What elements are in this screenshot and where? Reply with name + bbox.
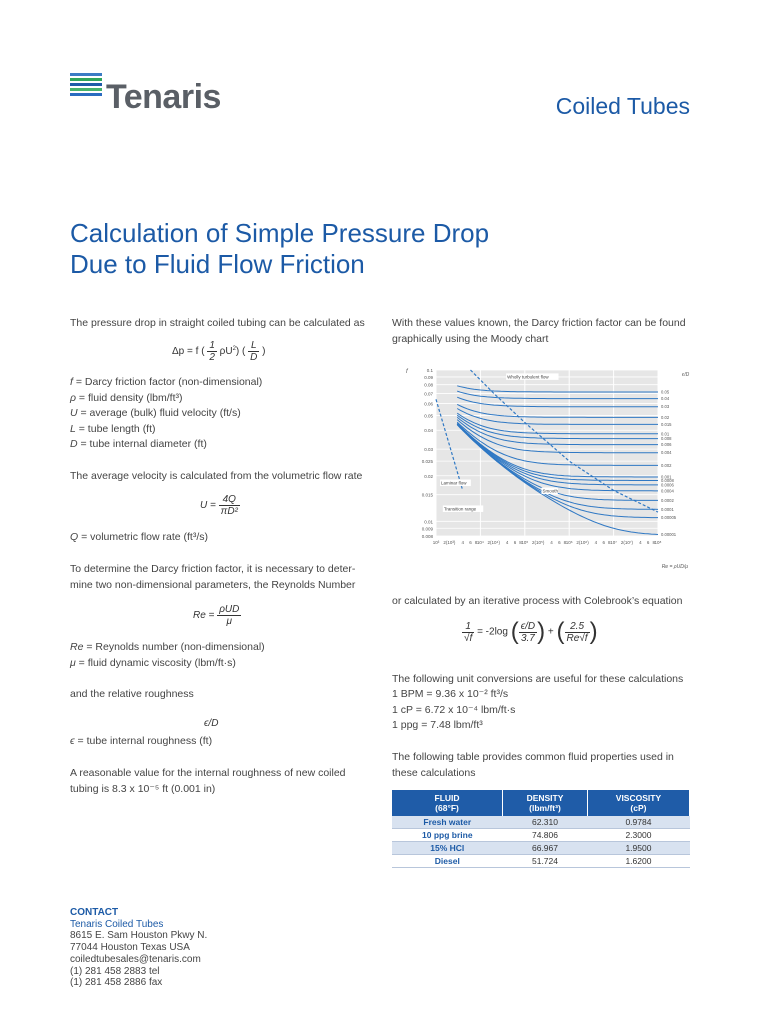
chart-roughness-label: 0.05 [661,389,670,395]
chart-y-tick-label: 0.07 [424,391,433,397]
table-header-text: FLUID [434,793,460,803]
chart-y-tick-label: 0.06 [424,401,433,407]
moody-chart [396,364,692,570]
darcy-intro: To determine the Darcy friction factor, it is necessary to deter-mine two non-dimensional parameters, the Reynolds Number [70,563,356,591]
chart-y-tick-label: 0.05 [424,413,433,419]
table-cell: 62.310 [503,816,588,829]
table-header-text: (lbm/ft³) [529,803,561,813]
colebrook-intro: or calculated by an iterative process with Colebrook’s equation [392,595,683,607]
eq1-ld-den: D [250,352,258,363]
eq5-lhs [462,621,474,644]
chart-annotation: Wholly turbulent flow [507,374,549,380]
logo-stripe [70,73,102,76]
eq5-term2 [565,621,590,644]
table-cell: 66.967 [503,842,588,855]
relative-roughness: ϵ/D [204,718,219,729]
definition-symbol: ρ [70,391,77,404]
chart-roughness-label: 0.04 [661,396,670,402]
chart-x-tick-label: 6 [469,540,472,545]
chart-annotation: Laminar flow [441,480,467,486]
chart-x-tick-label: 2(10⁴) [487,540,500,545]
table-row [392,842,690,855]
chart-x-tick-label: 8 [474,540,478,545]
epsilon-definition [70,734,376,750]
definition-text: = Darcy friction factor (non-dimensional) [72,376,263,388]
chart-x-tick-label: 6 [558,540,561,545]
page-title [70,218,530,280]
definition-line [70,406,376,422]
chart-y-tick-label: 0.08 [424,382,433,388]
eq5-t2-den: Re√f [566,632,588,644]
table-header-text: DENSITY [526,793,564,803]
contact-line: (1) 281 458 2886 fax [70,977,163,989]
fluid-name-cell: 15% HCl [392,842,503,855]
chart-roughness-label: 0.0002 [661,497,674,503]
chart-x-tick-label: 4 [594,540,598,545]
chart-right-label: ϵ/D [682,372,690,378]
table-row [392,855,690,868]
rough-intro: and the relative roughness [70,688,194,700]
definition-text: = average (bulk) fluid velocity (ft/s) [77,407,241,419]
chart-x-tick-label: 6 [646,540,650,545]
table-header-text: (cP) [630,803,647,813]
definition-text: = Reynolds number (non-dimensional) [83,641,265,653]
moody-intro: With these values known, the Darcy friction factor can be found graphically using the Moody chart [392,317,686,345]
chart-roughness-label: 0.001 [661,474,672,480]
chart-x-tick-label: 8 [563,540,567,545]
eq1-ld-num: L [248,340,259,352]
eq3-lhs: Re = [193,610,218,622]
chart-roughness-label: 0.0006 [661,482,674,488]
contact-line: 8615 E. Sam Houston Pkwy N. [70,930,208,942]
chart-roughness-label: 0.02 [661,414,670,420]
chart-x-tick-label: 4 [505,540,509,545]
table-row [392,829,690,842]
definition-line [70,437,376,453]
left-intro: The pressure drop in straight coiled tubing can be calculated as [70,317,365,329]
table-header [503,790,588,816]
q-symbol: Q [70,531,79,543]
definition-text: = fluid density (lbm/ft³) [76,391,183,404]
title-line-1: Calculation of Simple Pressure Drop [70,218,490,248]
chart-roughness-label: 0.00001 [661,531,677,537]
definition-line [70,375,376,391]
eq3-num: ρUD [219,604,240,615]
chart-y-tick-label: 0.1 [426,368,433,373]
logo-stripes [70,73,102,98]
contact-lines [70,930,207,989]
chart-x-tick-label: 6 [602,540,606,545]
logo-stripe [70,88,102,91]
chart-roughness-label: 0.002 [661,462,672,468]
table-cell: 1.6200 [587,855,689,868]
product-name: Coiled Tubes [555,93,690,119]
chart-x-tick-label: 2(10⁵) [531,540,545,545]
eq3-frac [217,604,241,627]
chart-x-tick-label: 8 [519,540,522,545]
definition-symbol: Re [70,641,84,653]
table-cell: 2.3000 [587,829,689,842]
conversion-intro: The following unit conversions are useful for these calculations [392,673,684,685]
chart-roughness-label: 0.0004 [661,488,674,494]
q-text: = volumetric flow rate (ft³/s) [78,531,208,543]
chart-y-tick-label: 0.025 [421,459,433,465]
chart-roughness-label: 0.004 [661,450,672,456]
eq2-frac [219,494,240,517]
velocity-intro: The average velocity is calculated from the volumetric flow rate [70,470,363,482]
eq1-half-num: 1 [209,340,215,351]
contact-line: 77044 Houston Texas USA [70,942,190,954]
table-header [392,790,503,816]
table-row [392,816,690,829]
chart-x-tick-label: 4 [550,540,553,545]
logo-stripe [70,93,102,96]
chart-roughness-label: 0.0001 [661,506,674,512]
chart-y-tick-label: 0.008 [421,534,433,539]
eq1-half [207,340,217,363]
chart-y-label: f [406,369,408,375]
colebrook-equation: $\frac{1}{√f}$ = -2log ( $\frac{\epsilon/D}{3.7}$ ) + ( $\frac{2.5}{Re√f}$ ) [464,618,598,645]
eps-symbol: ϵ [70,735,75,747]
chart-x-tick-label: 4 [639,540,642,545]
eq5-term1 [519,621,537,644]
table-cell: 74.806 [503,829,588,842]
eq5-mid: = -2log [477,626,508,638]
eq1-mid2: ) ( [235,346,246,358]
chart-y-tick-label: 0.04 [424,428,433,434]
eq5-t1-den: 3.7 [520,632,535,644]
eq5-lhs-den: √f [464,632,473,644]
logo-stripe [70,83,102,86]
definition-line [70,391,376,407]
contact-company: Tenaris Coiled Tubes [70,918,164,930]
eq5-t1-num: ϵ/D [520,620,536,632]
definition-symbol: D [70,438,78,450]
fluid-name-cell: 10 ppg brine [392,829,503,842]
title-line-2: Due to Fluid Flow Friction [70,249,365,279]
eq5-plus: + [547,626,554,638]
chart-y-tick-label: 0.009 [421,526,433,532]
conversion-item: 1 cP = 6.72 x 10⁻⁴ lbm/ft·s [392,703,516,716]
definition-text: = tube internal diameter (ft) [77,438,207,450]
table-cell: 51.724 [503,855,588,868]
eq1-half-den: 2 [209,352,215,363]
reynolds-equation [193,604,241,627]
conversion-item: 1 BPM = 9.36 x 10⁻² ft³/s [392,688,509,700]
chart-x-tick-label: 2(10³) [443,540,456,545]
chart-roughness-label: 0.015 [661,421,672,427]
chart-x-tick-label: 10⁶ [565,540,573,545]
definitions-2 [70,640,376,671]
chart-x-tick-label: 6 [513,540,517,545]
chart-y-tick-label: 0.01 [424,519,433,525]
chart-roughness-label: 0.008 [661,436,672,442]
chart-x-tick-label: 10⁵ [521,540,529,545]
chart-x-tick-label: 2(10⁷) [620,540,634,545]
definition-text: = tube length (ft) [75,422,156,435]
conversion-item: 1 ppg = 7.48 lbm/ft³ [392,719,483,731]
definition-symbol: L [70,422,76,435]
eq1-lhs: Δp = f ( [172,346,205,358]
chart-y-tick-label: 0.02 [424,473,433,479]
chart-y-tick-label: 0.09 [424,374,433,380]
eq1-ld [248,340,259,363]
definition-symbol: f [70,376,73,388]
eq2-num: 4Q [219,494,240,506]
definition-line [70,656,376,672]
contact-line: (1) 281 458 2883 tel [70,965,160,977]
chart-roughness-label: 0.03 [661,404,670,410]
roughness-value: A reasonable value for the internal roughness of new coiled tubing is 8.3 x 10⁻⁵ ft (0.001 in) [70,767,346,795]
chart-y-tick-label: 0.03 [424,447,433,453]
chart-x-tick-label: 8 [652,540,655,545]
fluid-properties-table [392,790,690,868]
eq1-sq: 2 [232,345,236,352]
velocity-equation [200,494,240,517]
chart-x-tick-label: 10⁸ [654,540,662,545]
table-intro: The following table provides common fluid properties used in these calculations [392,751,674,779]
definition-line [70,422,376,438]
table-cell: 0.9784 [587,816,689,829]
chart-roughness-label: 0.006 [661,442,672,448]
eq3-den: μ [226,616,233,627]
chart-y-tick-label: 0.015 [421,492,433,498]
eq1-end: ) [262,346,266,358]
chart-x-tick-label: 10³ [432,540,440,545]
contact-line: coiledtubesales@tenaris.com [70,953,201,965]
chart-annotation: Smooth [542,488,558,494]
definitions-1 [70,375,376,453]
logo-stripe [70,78,102,81]
q-definition [70,530,376,546]
chart-x-label: Re = ρUD/μ [661,564,688,570]
table-header [587,790,689,816]
chart-roughness-label: 0.0008 [661,477,674,483]
fluid-name-cell: Fresh water [392,816,503,829]
eps-text: = tube internal roughness (ft) [74,735,213,747]
table-cell: 1.9500 [587,842,689,855]
conversion-list [392,687,702,734]
eq2-lhs: U = [200,500,219,512]
chart-roughness-label: 0.01 [661,431,670,437]
fluid-name-cell: Diesel [392,855,503,868]
chart-annotation: Transition range [443,506,477,512]
eq5-t2-num: 2.5 [565,621,590,633]
definition-text: = fluid dynamic viscosity (lbm/ft·s) [75,656,236,669]
chart-x-tick-label: 4 [461,540,464,545]
eq1-mid: ρU [219,346,233,358]
definition-symbol: U [70,407,78,419]
brand-logo: Tenaris [106,78,221,116]
chart-x-tick-label: 10⁷ [610,540,617,545]
eq2-den: πD² [220,506,238,517]
chart-roughness-label: 0.00005 [661,515,677,521]
definition-line [70,640,376,656]
contact-block [70,907,207,989]
contact-heading: CONTACT [70,907,119,918]
table-header-text: (68°F) [435,803,459,813]
chart-x-tick-label: 10⁴ [476,540,484,545]
table-header-text: VISCOSITY [615,793,662,803]
definition-symbol: μ [70,656,76,669]
eq5-lhs-num: 1 [462,621,474,633]
fluid-properties-table-wrap [392,790,690,868]
chart-x-tick-label: 8 [608,540,611,545]
chart-x-tick-label: 2(10⁶) [576,540,589,545]
pressure-drop-equation [172,340,266,363]
